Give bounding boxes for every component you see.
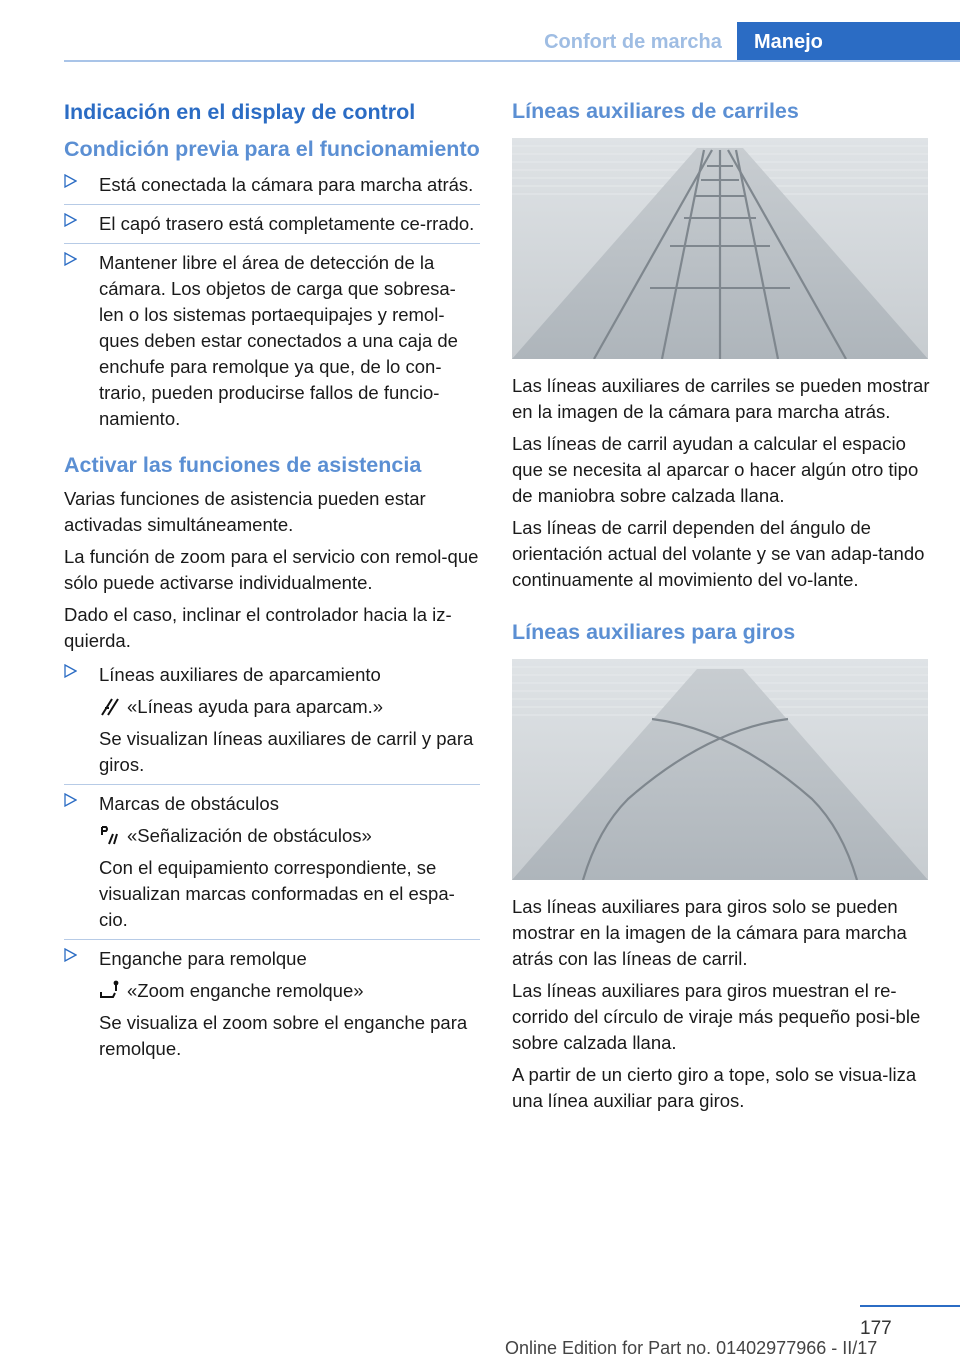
function-control-label: «Señalización de obstáculos»	[127, 825, 372, 846]
list-item	[64, 170, 480, 204]
lane-lines-camera-image	[512, 138, 928, 359]
trailer-hitch-icon	[99, 980, 121, 1000]
right-column	[512, 98, 932, 1120]
function-label: Enganche para remolque	[99, 948, 307, 969]
function-label: Líneas auxiliares de aparcamiento	[99, 664, 381, 685]
lane-lines-paragraph: Las líneas de carril ayudan a calcular el espacio que se necesita al aparcar o hacer algún otro tipo de maniobra sobre calzada llana.	[512, 433, 919, 506]
turn-lines-paragraph: Las líneas auxiliares para giros solo se pueden mostrar en la imagen de la cámara para marcha atrás con las líneas de carril.	[512, 896, 907, 969]
list-item	[64, 243, 480, 438]
function-control-label: «Zoom enganche remolque»	[127, 980, 364, 1001]
list-item	[64, 204, 480, 243]
chapter-tab: Manejo	[737, 22, 960, 62]
parking-lines-icon	[99, 696, 121, 716]
function-label: Marcas de obstáculos	[99, 793, 279, 814]
bullet-triangle-icon	[64, 252, 77, 266]
activate-paragraph: Varias funciones de asistencia pueden estar activadas simultáneamente.	[64, 488, 426, 535]
function-description: Con el equipamiento correspondiente, se visualizan marcas conformadas en el espa‐cio.	[99, 857, 455, 930]
footer-divider	[860, 1305, 960, 1307]
function-control	[99, 978, 480, 1004]
functions-list	[64, 660, 480, 1068]
list-item-text: Mantener libre el área de detección de la cámara. Los objetos de carga que sobresa‐len o los sistemas portaequipajes y remol‐ques deben estar conectados a una caja de enchufe para remolque ya que, de lo con‐trario, pueden producirse fallos de funcio‐namiento.	[99, 252, 458, 429]
bullet-triangle-icon	[64, 213, 77, 227]
function-control	[99, 694, 480, 720]
list-item	[64, 660, 480, 784]
left-column	[64, 98, 480, 1068]
turn-lines-camera-image	[512, 659, 928, 880]
bullet-triangle-icon	[64, 793, 77, 807]
activate-heading: Activar las funciones de asistencia	[64, 453, 422, 477]
lane-lines-paragraph: Las líneas auxiliares de carriles se pueden mostrar en la imagen de la cámara para marcha atrás.	[512, 375, 930, 422]
list-item	[64, 784, 480, 939]
activate-paragraph: Dado el caso, inclinar el controlador hacia la iz‐quierda.	[64, 604, 452, 651]
lane-lines-paragraph: Las líneas de carril dependen del ángulo de orientación actual del volante y se van adap‐tando continuamente al movimiento del vo‐lante.	[512, 517, 925, 590]
activate-paragraph: La función de zoom para el servicio con remol‐que sólo puede activarse individualmente.	[64, 546, 479, 593]
page-number: 177	[860, 1318, 892, 1339]
edition-note: Online Edition for Part no. 01402977966 - II/17	[505, 1338, 878, 1358]
obstacle-marking-icon	[99, 825, 121, 845]
bullet-triangle-icon	[64, 948, 77, 962]
bullet-triangle-icon	[64, 664, 77, 678]
page-title: Indicación en el display de control	[64, 100, 416, 124]
turn-lines-paragraph: Las líneas auxiliares para giros muestran el re‐corrido del círculo de viraje más pequeño posi‐ble sobre calzada llana.	[512, 980, 921, 1053]
function-description: Se visualizan líneas auxiliares de carril y para giros.	[99, 728, 474, 775]
function-control	[99, 823, 480, 849]
list-item	[64, 939, 480, 1068]
function-control-label: «Líneas ayuda para aparcam.»	[127, 696, 384, 717]
list-item-text: Está conectada la cámara para marcha atrás.	[99, 174, 474, 195]
turn-lines-paragraph: A partir de un cierto giro a tope, solo se visua‐liza una línea auxiliar para giros.	[512, 1064, 917, 1111]
turn-lines-heading: Líneas auxiliares para giros	[512, 620, 796, 644]
function-description: Se visualiza el zoom sobre el enganche para remolque.	[99, 1012, 468, 1059]
list-item-text: El capó trasero está completamente ce‐rrado.	[99, 213, 475, 234]
prereq-heading: Condición previa para el funcionamiento	[64, 137, 480, 161]
header-divider	[64, 60, 960, 62]
lane-lines-heading: Líneas auxiliares de carriles	[512, 99, 799, 123]
bullet-triangle-icon	[64, 174, 77, 188]
prereq-list	[64, 170, 480, 438]
section-tab: Confort de marcha	[544, 31, 722, 53]
